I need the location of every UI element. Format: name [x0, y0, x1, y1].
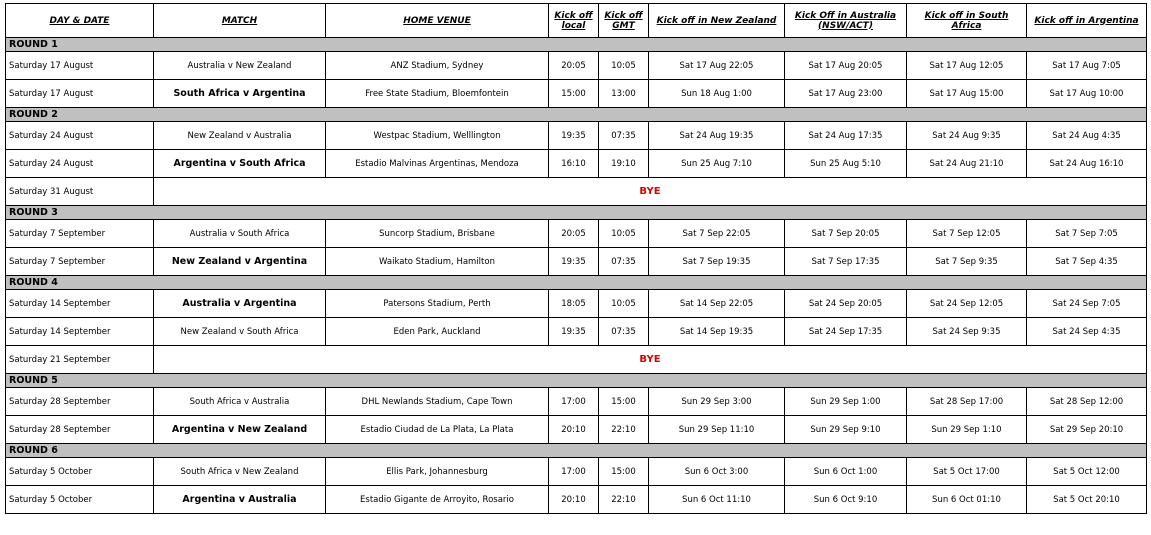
header-kickoff-nz: Kick off in New Zealand	[649, 4, 785, 38]
round-label: ROUND 2	[6, 108, 1147, 122]
kickoff-nz-cell: Sun 6 Oct 3:00	[649, 458, 785, 486]
kickoff-sa-cell: Sun 6 Oct 01:10	[907, 486, 1027, 514]
round-label: ROUND 5	[6, 374, 1147, 388]
kickoff-nz-cell: Sat 7 Sep 19:35	[649, 248, 785, 276]
kickoff-ar-cell: Sat 5 Oct 20:10	[1027, 486, 1147, 514]
header-day-date: DAY & DATE	[6, 4, 154, 38]
kickoff-gmt-cell: 07:35	[599, 318, 649, 346]
kickoff-local-cell: 19:35	[549, 318, 599, 346]
kickoff-gmt-cell: 07:35	[599, 122, 649, 150]
venue-cell: Eden Park, Auckland	[326, 318, 549, 346]
kickoff-local-cell: 19:35	[549, 122, 599, 150]
venue-cell: Estadio Ciudad de La Plata, La Plata	[326, 416, 549, 444]
kickoff-ar-cell: Sat 24 Aug 4:35	[1027, 122, 1147, 150]
match-cell: Australia v New Zealand	[154, 52, 326, 80]
bye-row	[6, 346, 1147, 374]
kickoff-nz-cell: Sun 29 Sep 3:00	[649, 388, 785, 416]
kickoff-au-cell: Sat 7 Sep 20:05	[785, 220, 907, 248]
venue-cell: Patersons Stadium, Perth	[326, 290, 549, 318]
kickoff-nz-cell: Sun 29 Sep 11:10	[649, 416, 785, 444]
date-cell: Saturday 17 August	[6, 52, 154, 80]
match-row	[6, 220, 1147, 248]
kickoff-ar-cell: Sat 17 Aug 7:05	[1027, 52, 1147, 80]
match-cell: Australia v South Africa	[154, 220, 326, 248]
header-kickoff-local: Kick off local	[549, 4, 599, 38]
header-kickoff-au: Kick Off in Australia (NSW/ACT)	[785, 4, 907, 38]
kickoff-sa-cell: Sat 24 Sep 9:35	[907, 318, 1027, 346]
round-label: ROUND 6	[6, 444, 1147, 458]
match-row	[6, 458, 1147, 486]
venue-cell: ANZ Stadium, Sydney	[326, 52, 549, 80]
kickoff-nz-cell: Sun 18 Aug 1:00	[649, 80, 785, 108]
date-cell: Saturday 28 September	[6, 388, 154, 416]
kickoff-au-cell: Sun 29 Sep 9:10	[785, 416, 907, 444]
round-label: ROUND 4	[6, 276, 1147, 290]
bye-label: BYE	[154, 346, 1147, 374]
round-header-row	[6, 444, 1147, 458]
venue-cell: Estadio Gigante de Arroyito, Rosario	[326, 486, 549, 514]
fixture-body	[6, 38, 1147, 514]
match-row	[6, 290, 1147, 318]
kickoff-gmt-cell: 10:05	[599, 290, 649, 318]
bye-row	[6, 178, 1147, 206]
kickoff-nz-cell: Sun 25 Aug 7:10	[649, 150, 785, 178]
kickoff-gmt-cell: 13:00	[599, 80, 649, 108]
kickoff-sa-cell: Sat 7 Sep 12:05	[907, 220, 1027, 248]
date-cell: Saturday 7 September	[6, 248, 154, 276]
kickoff-local-cell: 20:10	[549, 486, 599, 514]
match-cell: Argentina v New Zealand	[154, 416, 326, 444]
header-row	[6, 4, 1147, 38]
kickoff-au-cell: Sat 17 Aug 20:05	[785, 52, 907, 80]
kickoff-local-cell: 20:05	[549, 220, 599, 248]
round-header-row	[6, 38, 1147, 52]
kickoff-nz-cell: Sat 17 Aug 22:05	[649, 52, 785, 80]
kickoff-sa-cell: Sat 17 Aug 12:05	[907, 52, 1027, 80]
kickoff-nz-cell: Sat 24 Aug 19:35	[649, 122, 785, 150]
venue-cell: DHL Newlands Stadium, Cape Town	[326, 388, 549, 416]
kickoff-gmt-cell: 19:10	[599, 150, 649, 178]
match-row	[6, 80, 1147, 108]
kickoff-gmt-cell: 10:05	[599, 52, 649, 80]
date-cell: Saturday 24 August	[6, 122, 154, 150]
kickoff-au-cell: Sat 24 Sep 17:35	[785, 318, 907, 346]
kickoff-gmt-cell: 15:00	[599, 458, 649, 486]
kickoff-gmt-cell: 10:05	[599, 220, 649, 248]
match-row	[6, 122, 1147, 150]
match-cell: Argentina v South Africa	[154, 150, 326, 178]
kickoff-sa-cell: Sun 29 Sep 1:10	[907, 416, 1027, 444]
kickoff-gmt-cell: 07:35	[599, 248, 649, 276]
round-header-row	[6, 206, 1147, 220]
header-kickoff-sa: Kick off in South Africa	[907, 4, 1027, 38]
date-cell: Saturday 24 August	[6, 150, 154, 178]
date-cell: Saturday 5 October	[6, 458, 154, 486]
header-kickoff-gmt: Kick off GMT	[599, 4, 649, 38]
date-cell: Saturday 5 October	[6, 486, 154, 514]
kickoff-local-cell: 18:05	[549, 290, 599, 318]
kickoff-gmt-cell: 22:10	[599, 486, 649, 514]
kickoff-local-cell: 19:35	[549, 248, 599, 276]
kickoff-au-cell: Sun 29 Sep 1:00	[785, 388, 907, 416]
kickoff-ar-cell: Sat 7 Sep 4:35	[1027, 248, 1147, 276]
kickoff-sa-cell: Sat 17 Aug 15:00	[907, 80, 1027, 108]
date-cell: Saturday 17 August	[6, 80, 154, 108]
round-header-row	[6, 374, 1147, 388]
kickoff-local-cell: 20:05	[549, 52, 599, 80]
match-cell: South Africa v Argentina	[154, 80, 326, 108]
kickoff-au-cell: Sun 25 Aug 5:10	[785, 150, 907, 178]
venue-cell: Suncorp Stadium, Brisbane	[326, 220, 549, 248]
match-row	[6, 52, 1147, 80]
kickoff-local-cell: 15:00	[549, 80, 599, 108]
bye-label: BYE	[154, 178, 1147, 206]
fixture-sheet	[5, 3, 1146, 514]
kickoff-sa-cell: Sat 24 Sep 12:05	[907, 290, 1027, 318]
match-cell: South Africa v New Zealand	[154, 458, 326, 486]
kickoff-sa-cell: Sat 5 Oct 17:00	[907, 458, 1027, 486]
match-cell: Argentina v Australia	[154, 486, 326, 514]
kickoff-gmt-cell: 22:10	[599, 416, 649, 444]
kickoff-au-cell: Sat 24 Sep 20:05	[785, 290, 907, 318]
match-row	[6, 150, 1147, 178]
date-cell: Saturday 21 September	[6, 346, 154, 374]
match-cell: Australia v Argentina	[154, 290, 326, 318]
kickoff-local-cell: 17:00	[549, 388, 599, 416]
kickoff-ar-cell: Sat 24 Sep 4:35	[1027, 318, 1147, 346]
kickoff-ar-cell: Sat 28 Sep 12:00	[1027, 388, 1147, 416]
kickoff-au-cell: Sun 6 Oct 9:10	[785, 486, 907, 514]
header-match: MATCH	[154, 4, 326, 38]
kickoff-ar-cell: Sat 17 Aug 10:00	[1027, 80, 1147, 108]
match-row	[6, 416, 1147, 444]
fixture-table	[5, 3, 1147, 514]
round-label: ROUND 1	[6, 38, 1147, 52]
kickoff-sa-cell: Sat 28 Sep 17:00	[907, 388, 1027, 416]
match-row	[6, 388, 1147, 416]
kickoff-local-cell: 16:10	[549, 150, 599, 178]
kickoff-ar-cell: Sat 5 Oct 12:00	[1027, 458, 1147, 486]
kickoff-sa-cell: Sat 7 Sep 9:35	[907, 248, 1027, 276]
date-cell: Saturday 14 September	[6, 318, 154, 346]
date-cell: Saturday 7 September	[6, 220, 154, 248]
date-cell: Saturday 28 September	[6, 416, 154, 444]
kickoff-au-cell: Sat 24 Aug 17:35	[785, 122, 907, 150]
kickoff-local-cell: 17:00	[549, 458, 599, 486]
kickoff-nz-cell: Sat 14 Sep 19:35	[649, 318, 785, 346]
header-home-venue: HOME VENUE	[326, 4, 549, 38]
kickoff-au-cell: Sat 7 Sep 17:35	[785, 248, 907, 276]
venue-cell: Free State Stadium, Bloemfontein	[326, 80, 549, 108]
venue-cell: Ellis Park, Johannesburg	[326, 458, 549, 486]
date-cell: Saturday 14 September	[6, 290, 154, 318]
match-row	[6, 486, 1147, 514]
kickoff-nz-cell: Sat 14 Sep 22:05	[649, 290, 785, 318]
kickoff-ar-cell: Sat 7 Sep 7:05	[1027, 220, 1147, 248]
kickoff-ar-cell: Sat 24 Sep 7:05	[1027, 290, 1147, 318]
match-cell: South Africa v Australia	[154, 388, 326, 416]
date-cell: Saturday 31 August	[6, 178, 154, 206]
kickoff-sa-cell: Sat 24 Aug 21:10	[907, 150, 1027, 178]
venue-cell: Westpac Stadium, Welllington	[326, 122, 549, 150]
round-label: ROUND 3	[6, 206, 1147, 220]
venue-cell: Estadio Malvinas Argentinas, Mendoza	[326, 150, 549, 178]
kickoff-gmt-cell: 15:00	[599, 388, 649, 416]
match-cell: New Zealand v Australia	[154, 122, 326, 150]
kickoff-ar-cell: Sat 24 Aug 16:10	[1027, 150, 1147, 178]
round-header-row	[6, 276, 1147, 290]
match-row	[6, 248, 1147, 276]
kickoff-local-cell: 20:10	[549, 416, 599, 444]
match-cell: New Zealand v Argentina	[154, 248, 326, 276]
match-cell: New Zealand v South Africa	[154, 318, 326, 346]
kickoff-nz-cell: Sun 6 Oct 11:10	[649, 486, 785, 514]
header-kickoff-ar: Kick off in Argentina	[1027, 4, 1147, 38]
kickoff-nz-cell: Sat 7 Sep 22:05	[649, 220, 785, 248]
venue-cell: Waikato Stadium, Hamilton	[326, 248, 549, 276]
round-header-row	[6, 108, 1147, 122]
kickoff-au-cell: Sun 6 Oct 1:00	[785, 458, 907, 486]
kickoff-sa-cell: Sat 24 Aug 9:35	[907, 122, 1027, 150]
kickoff-au-cell: Sat 17 Aug 23:00	[785, 80, 907, 108]
kickoff-ar-cell: Sat 29 Sep 20:10	[1027, 416, 1147, 444]
match-row	[6, 318, 1147, 346]
